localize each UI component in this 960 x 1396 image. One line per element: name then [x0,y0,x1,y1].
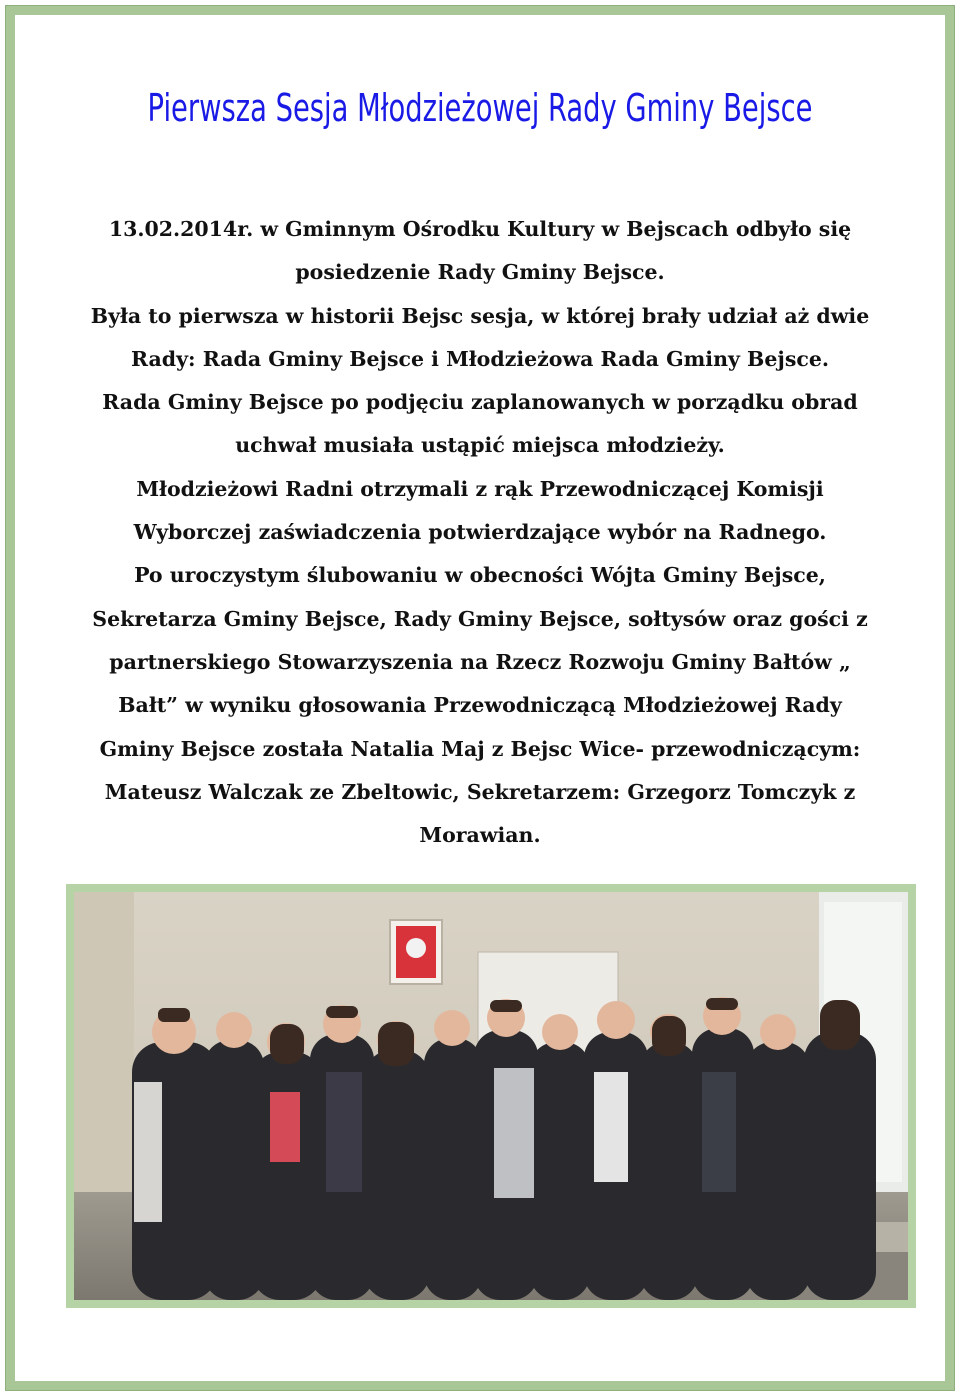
group-photo [74,892,908,1300]
body-line: Rady: Rada Gminy Bejsce i Młodzieżowa Rada Gminy Bejsce. [130,346,830,371]
group-photo-illustration [74,892,908,1300]
body-line: 13.02.2014r. w Gminnym Ośrodku Kultury w Bejscach odbyło się [108,217,852,241]
body-line: Po uroczystym ślubowaniu w obecności Wójta Gminy Bejsce, [134,563,826,588]
body-line: partnerskiego Stowarzyszenia na Rzecz Rozwoju Gminy Bałtów „ [109,649,851,674]
group-photo-frame [66,884,916,1308]
body-line: Mateusz Walczak ze Zbeltowic, Sekretarzem: Grzegorz Tomczyk z [104,779,856,804]
body-line: Była to pierwsza w historii Bejsc sesja, w której brały udział aż dwie [90,303,870,328]
body-line: Bałt” w wyniku głosowania Przewodniczącą Młodzieżowej Rady [118,693,842,718]
body-line: uchwał musiała ustąpić miejsca młodzieży. [235,433,725,458]
body-line: Rada Gminy Bejsce po podjęciu zaplanowanych w porządku obrad [102,390,858,415]
body-line: Sekretarza Gminy Bejsce, Rady Gminy Bejsce, sołtysów oraz gości z [92,606,868,631]
body-line: Morawian. [419,823,541,848]
body-line: Gminy Bejsce została Natalia Maj z Bejsc Wice- przewodniczącym: [99,736,861,761]
body-line: posiedzenie Rady Gminy Bejsce. [295,260,665,285]
document-title: Pierwsza Sesja Młodzieżowej Rady Gminy Bejsce [147,86,813,130]
body-line: Młodzieżowi Radni otrzymali z rąk Przewodniczącej Komisji [136,476,824,501]
body-line: Wyborczej zaświadczenia potwierdzające wybór na Radnego. [133,520,827,545]
article-body [40,208,920,857]
